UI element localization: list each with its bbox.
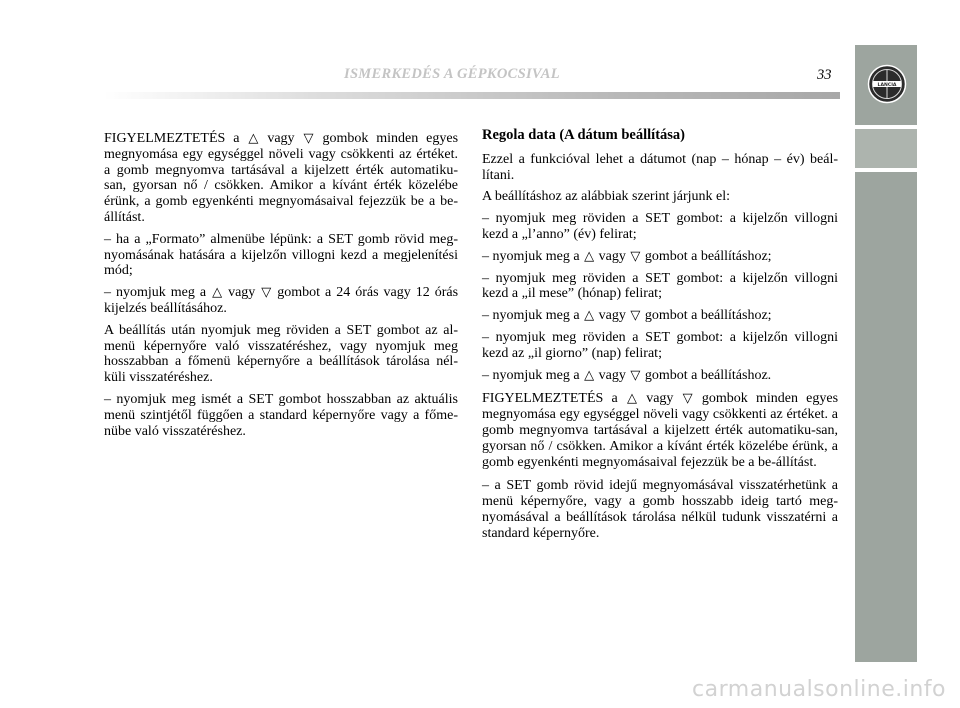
page-number: 33 [817, 67, 832, 83]
down-triangle-icon: ▽ [630, 367, 641, 383]
step-day: – nyomjuk meg röviden a SET gombot: a kijelzőn villogni kezd az „il giorno” (nap) felirat; [482, 329, 838, 361]
set-button-paragraph: – a SET gomb rövid idejű megnyomásával visszatérhetünk a menü képernyőre, vagy a gomb hosszabb ideig tartó meg-nyomásával a beállítások tárolása nélkül tudunk visszatérni a standard képernyőre. [482, 478, 838, 541]
down-triangle-icon: ▽ [630, 308, 641, 324]
return-paragraph: A beállítás után nyomjuk meg röviden a SET gombot az al-menü képernyőre való visszatéréshez, vagy nyomjuk meg hosszabban a főmenü képernyőre a beállítások tárolása nél-küli visszatéréshez. [104, 322, 458, 386]
logo-text: LANCIA [877, 83, 897, 88]
warning-paragraph: FIGYELMEZTETÉS a △ vagy ▽ gombok minden egyes megnyomása egy egységgel növeli vagy csökkenti az értéket. a gomb megnyomva tartásával a kijelzett érték automatiku-san, gyorsan nő / csökken. Amikor a kívánt érték közelébe érünk, a gomb egyenkénti megnyomásaival fejezzük be a be-állítást. [482, 391, 839, 470]
chapter-number: 1 [24, 136, 38, 165]
down-triangle-icon: ▽ [682, 391, 693, 407]
step-adjust-month: – nyomjuk meg a △ vagy ▽ gombot a beállításhoz; [482, 308, 772, 324]
step-adjust-day: – nyomjuk meg a △ vagy ▽ gombot a beállításhoz. [482, 367, 772, 383]
lancia-shield-logo-icon [867, 64, 907, 104]
chapter-number-box [855, 129, 917, 168]
warning-paragraph: FIGYELMEZTETÉS a △ vagy ▽ gombok minden egyes megnyomása egy egységgel növeli vagy csökkenti az értéket. a gomb megnyomva tartásával a kijelzett érték automatiku-san, gyorsan nő / csökken. Amikor a kívánt érték közelébe érünk, a gomb egyenkénti megnyomásaival fejezzük be a be-állítást. [104, 131, 459, 225]
up-triangle-icon: △ [584, 248, 595, 264]
up-triangle-icon: △ [248, 131, 259, 146]
right-column [482, 127, 839, 548]
section-title: Regola data (A dátum beállítása) [482, 127, 685, 143]
up-triangle-icon: △ [584, 367, 595, 383]
down-triangle-icon: ▽ [630, 248, 641, 264]
header-rule [104, 92, 840, 99]
down-triangle-icon: ▽ [303, 131, 314, 146]
header-title: ISMERKEDÉS A GÉPKOCSIVAL [344, 66, 560, 82]
up-triangle-icon: △ [212, 285, 223, 301]
step-paragraph: – nyomjuk meg a △ vagy ▽ gombot a 24 órás vagy 12 órás kijelzés beállításához. [104, 285, 459, 316]
procedure-intro: A beállításhoz az alábbiak szerint járjunk el: [482, 189, 731, 205]
watermark: carmanualsonline.info [692, 677, 946, 702]
step-month: – nyomjuk meg röviden a SET gombot: a kijelzőn villogni kezd a „il mese” (hónap) felirat; [482, 270, 838, 302]
down-triangle-icon: ▽ [261, 285, 272, 301]
formato-paragraph: – ha a „Formato” almenübe lépünk: a SET gomb rövid meg-nyomásának hatására a kijelzőn villogni kezd a megjelenítési mód; [104, 231, 458, 279]
step-year: – nyomjuk meg röviden a SET gombot: a kijelzőn villogni kezd a „l’anno” (év) felirat; [482, 211, 838, 242]
chapter-tab-bottom [855, 172, 917, 662]
left-column [104, 131, 458, 445]
long-press-paragraph: – nyomjuk meg ismét a SET gombot hosszabban az aktuális menü szintjétől függően a standard képernyőre vagy a főme-nübe való visszatéréshez. [104, 391, 458, 439]
intro-paragraph: Ezzel a funkcióval lehet a dátumot (nap – hónap – év) beál-lítani. [482, 151, 838, 183]
up-triangle-icon: △ [626, 391, 637, 407]
up-triangle-icon: △ [584, 308, 595, 324]
step-adjust-year: – nyomjuk meg a △ vagy ▽ gombot a beállításhoz; [482, 248, 772, 264]
